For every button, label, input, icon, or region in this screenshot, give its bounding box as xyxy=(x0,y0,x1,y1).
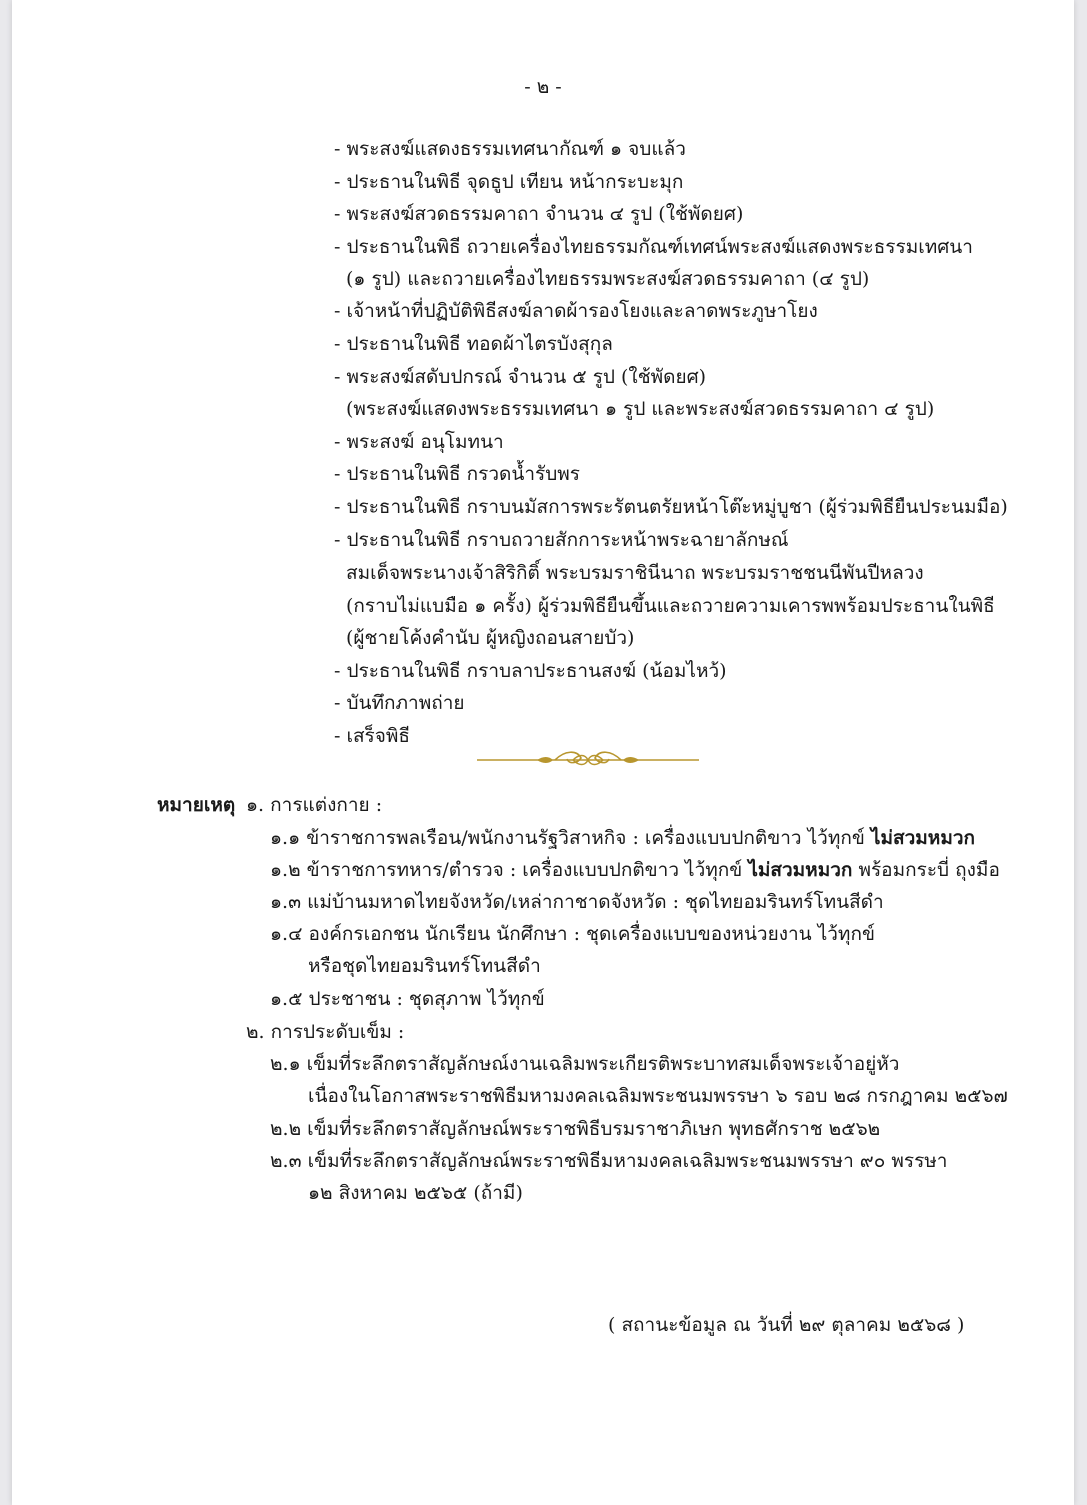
ornament-divider-icon xyxy=(477,746,699,774)
step-line: สมเด็จพระนางเจ้าสิริกิติ์ พระบรมราชินีนาถ พระบรมราชชนนีพันปีหลวง xyxy=(346,562,924,584)
pin-heading: ๒. การประดับเข็ม : xyxy=(246,1021,405,1043)
step-line: - พระสงฆ์สดับปกรณ์ จำนวน ๕ รูป (ใช้พัดยศ) xyxy=(334,366,707,388)
step-line: - ประธานในพิธี ทอดผ้าไตรบังสุกุล xyxy=(334,333,613,355)
dress-item xyxy=(270,826,975,850)
pin-item: เนื่องในโอกาสพระราชพิธีมหามงคลเฉลิมพระชนมพรรษา ๖ รอบ ๒๘ กรกฎาคม ๒๕๖๗ xyxy=(308,1085,1008,1107)
dress-item-text: พร้อมกระบี่ ถุงมือ xyxy=(858,859,1000,881)
dress-item: หรือชุดไทยอมรินทร์โทนสีดำ xyxy=(308,955,541,977)
step-line: - พระสงฆ์แสดงธรรมเทศนากัณฑ์ ๑ จบแล้ว xyxy=(334,138,686,160)
step-line: - ประธานในพิธี ถวายเครื่องไทยธรรมกัณฑ์เทศน์พระสงฆ์แสดงพระธรรมเทศนา xyxy=(334,236,973,258)
step-line: - ประธานในพิธี กรวดน้ำรับพร xyxy=(334,463,580,485)
page-number: - ๒ - xyxy=(524,76,562,98)
step-line: (พระสงฆ์แสดงพระธรรมเทศนา ๑ รูป และพระสงฆ์สวดธรรมคาถา ๔ รูป) xyxy=(346,398,935,420)
pin-item: ๑๒ สิงหาคม ๒๕๖๕ (ถ้ามี) xyxy=(308,1182,523,1204)
dress-item-text: ๑.๒ ข้าราชการทหาร/ตำรวจ : เครื่องแบบปกติขาว ไว้ทุกข์ xyxy=(270,859,743,881)
step-line: - เจ้าหน้าที่ปฏิบัติพิธีสงฆ์ลาดผ้ารองโยงและลาดพระภูษาโยง xyxy=(334,300,818,322)
dress-item-text: ๑.๑ ข้าราชการพลเรือน/พนักงานรัฐวิสาหกิจ : เครื่องแบบปกติขาว ไว้ทุกข์ xyxy=(270,827,865,849)
dress-item xyxy=(270,858,1000,882)
dress-item: ๑.๔ องค์กรเอกชน นักเรียน นักศึกษา : ชุดเครื่องแบบของหน่วยงาน ไว้ทุกข์ xyxy=(270,923,875,945)
step-line: - เสร็จพิธี xyxy=(334,725,411,747)
step-line: (กราบไม่แบมือ ๑ ครั้ง) ผู้ร่วมพิธียืนขึ้นและถวายความเคารพพร้อมประธานในพิธี xyxy=(346,595,995,617)
pin-item: ๒.๓ เข็มที่ระลึกตราสัญลักษณ์พระราชพิธีมหามงคลเฉลิมพระชนมพรรษา ๙๐ พรรษา xyxy=(270,1150,948,1172)
step-line: - ประธานในพิธี กราบลาประธานสงฆ์ (น้อมไหว้) xyxy=(334,660,727,682)
step-line: - บันทึกภาพถ่าย xyxy=(334,692,465,714)
dress-heading: ๑. การแต่งกาย : xyxy=(246,794,383,816)
no-hat-emphasis: ไม่สวมหมวก xyxy=(870,827,976,849)
step-line: - ประธานในพิธี กราบนมัสการพระรัตนตรัยหน้าโต๊ะหมู่บูชา (ผู้ร่วมพิธียืนประนมมือ) xyxy=(334,496,1008,518)
no-hat-emphasis: ไม่สวมหมวก xyxy=(748,859,853,881)
document-page xyxy=(12,0,1074,1505)
step-line: - พระสงฆ์ อนุโมทนา xyxy=(334,431,504,453)
step-line: - พระสงฆ์สวดธรรมคาถา จำนวน ๔ รูป (ใช้พัดยศ) xyxy=(334,203,744,225)
step-line: - ประธานในพิธี จุดธูป เทียน หน้ากระบะมุก xyxy=(334,171,684,193)
pin-item: ๒.๑ เข็มที่ระลึกตราสัญลักษณ์งานเฉลิมพระเกียรติพระบาทสมเด็จพระเจ้าอยู่หัว xyxy=(270,1053,900,1075)
dress-item: ๑.๓ แม่บ้านมหาดไทยจังหวัด/เหล่ากาชาดจังหวัด : ชุดไทยอมรินทร์โทนสีดำ xyxy=(270,891,884,913)
step-line: (ผู้ชายโค้งคำนับ ผู้หญิงถอนสายบัว) xyxy=(346,627,635,649)
pin-item: ๒.๒ เข็มที่ระลึกตราสัญลักษณ์พระราชพิธีบรมราชาภิเษก พุทธศักราช ๒๕๖๒ xyxy=(270,1118,881,1140)
status-note: ( สถานะข้อมูล ณ วันที่ ๒๙ ตุลาคม ๒๕๖๘ ) xyxy=(608,1314,965,1336)
step-line: (๑ รูป) และถวายเครื่องไทยธรรมพระสงฆ์สวดธรรมคาถา (๔ รูป) xyxy=(346,268,870,290)
step-line: - ประธานในพิธี กราบถวายสักการะหน้าพระฉายาลักษณ์ xyxy=(334,529,789,551)
remarks-label: หมายเหตุ xyxy=(157,794,236,816)
dress-item: ๑.๕ ประชาชน : ชุดสุภาพ ไว้ทุกข์ xyxy=(270,988,545,1010)
